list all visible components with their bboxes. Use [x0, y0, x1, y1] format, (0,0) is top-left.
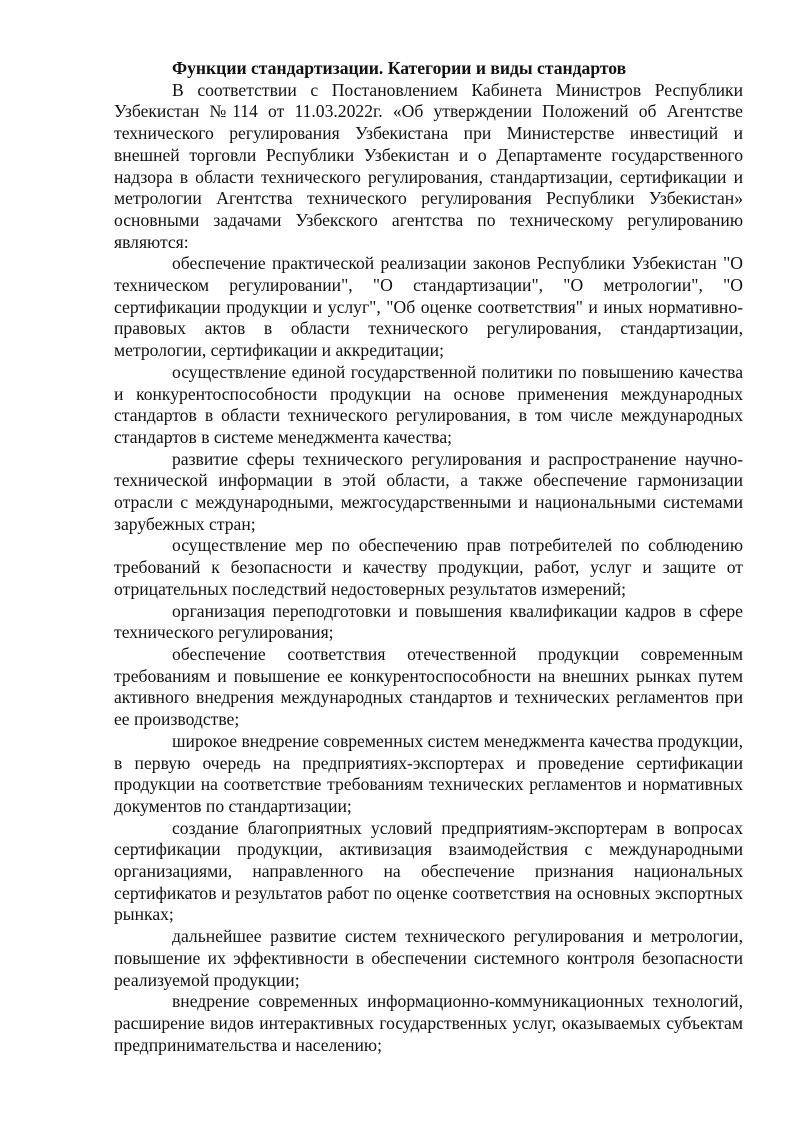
paragraph-task-quality-policy: осуществление единой государственной политики по повышению качества и конкурентоспособности продукции на основе применения международных стандартов в области технического регулирования, в том числе международных стандартов в системе менеджмента качества;	[114, 361, 743, 447]
paragraph-task-exporters: создание благоприятных условий предприятиям-экспортерам в вопросах сертификации продукции, активизация взаимодействия с международными организациями, направленного на обеспечение признания национальных сертификатов и результатов работ по оценке соответствия на основных экспортных рынках;	[114, 817, 743, 925]
paragraph-task-metrology: дальнейшее развитие систем технического регулирования и метрологии, повышение их эффективности в обеспечении системного контроля безопасности реализуемой продукции;	[114, 926, 743, 990]
paragraph-task-competitiveness: обеспечение соответствия отечественной продукции современным требованиям и повышение ее конкурентоспособности на внешних рынках путем активного внедрения международных стандартов и технических регламентов при ее производстве;	[114, 643, 743, 730]
paragraph-task-consumer-rights: осуществление мер по обеспечению прав потребителей по соблюдению требований к безопасности и качеству продукции, работ, услуг и защите от отрицательных последствий недостоверных результатов измерений;	[114, 535, 743, 599]
document-title: Функции стандартизации. Категории и виды стандартов	[172, 58, 627, 78]
paragraph-task-ict: внедрение современных информационно-коммуникационных технологий, расширение видов интерактивных государственных услуг, оказываемых субъектам предпринимательства и населению;	[114, 991, 743, 1055]
paragraph-intro: В соответствии с Постановлением Кабинета Министров Республики Узбекистан №114 от 11.03.2022г. «Об утверждении Положений об Агентстве технического регулирования Узбекистана при Министерстве инвестиций и внешней торговли Республики Узбекистан и о Департаменте государственного надзора в области технического регулирования, стандартизации, сертификации и метрологии Агентства технического регулирования Республики Узбекистан» основными задачами Узбекского агентства по техническому регулированию являются:	[114, 79, 743, 252]
paragraph-task-training: организация переподготовки и повышения квалификации кадров в сфере технического регулирования;	[114, 600, 743, 643]
paragraph-task-quality-systems: широкое внедрение современных систем менеджмента качества продукции, в первую очередь на предприятиях-экспортерах и проведение сертификации продукции на соответствие требованиям технических регламентов и нормативных документов по стандартизации;	[114, 730, 743, 816]
paragraph-task-harmonization: развитие сферы технического регулирования и распространение научно-технической информации в этой области, а также обеспечение гармонизации отрасли с международными, межгосударственными и национальными системами зарубежных стран;	[114, 448, 743, 534]
paragraph-task-laws: обеспечение практической реализации законов Республики Узбекистан "О техническом регулировании", "О стандартизации", "О метрологии", "О сертификации продукции и услуг", "Об оценке соответствия" и иных нормативно-правовых актов в области технического регулирования, стандартизации, метрологии, сертификации и аккредитации;	[114, 253, 743, 361]
